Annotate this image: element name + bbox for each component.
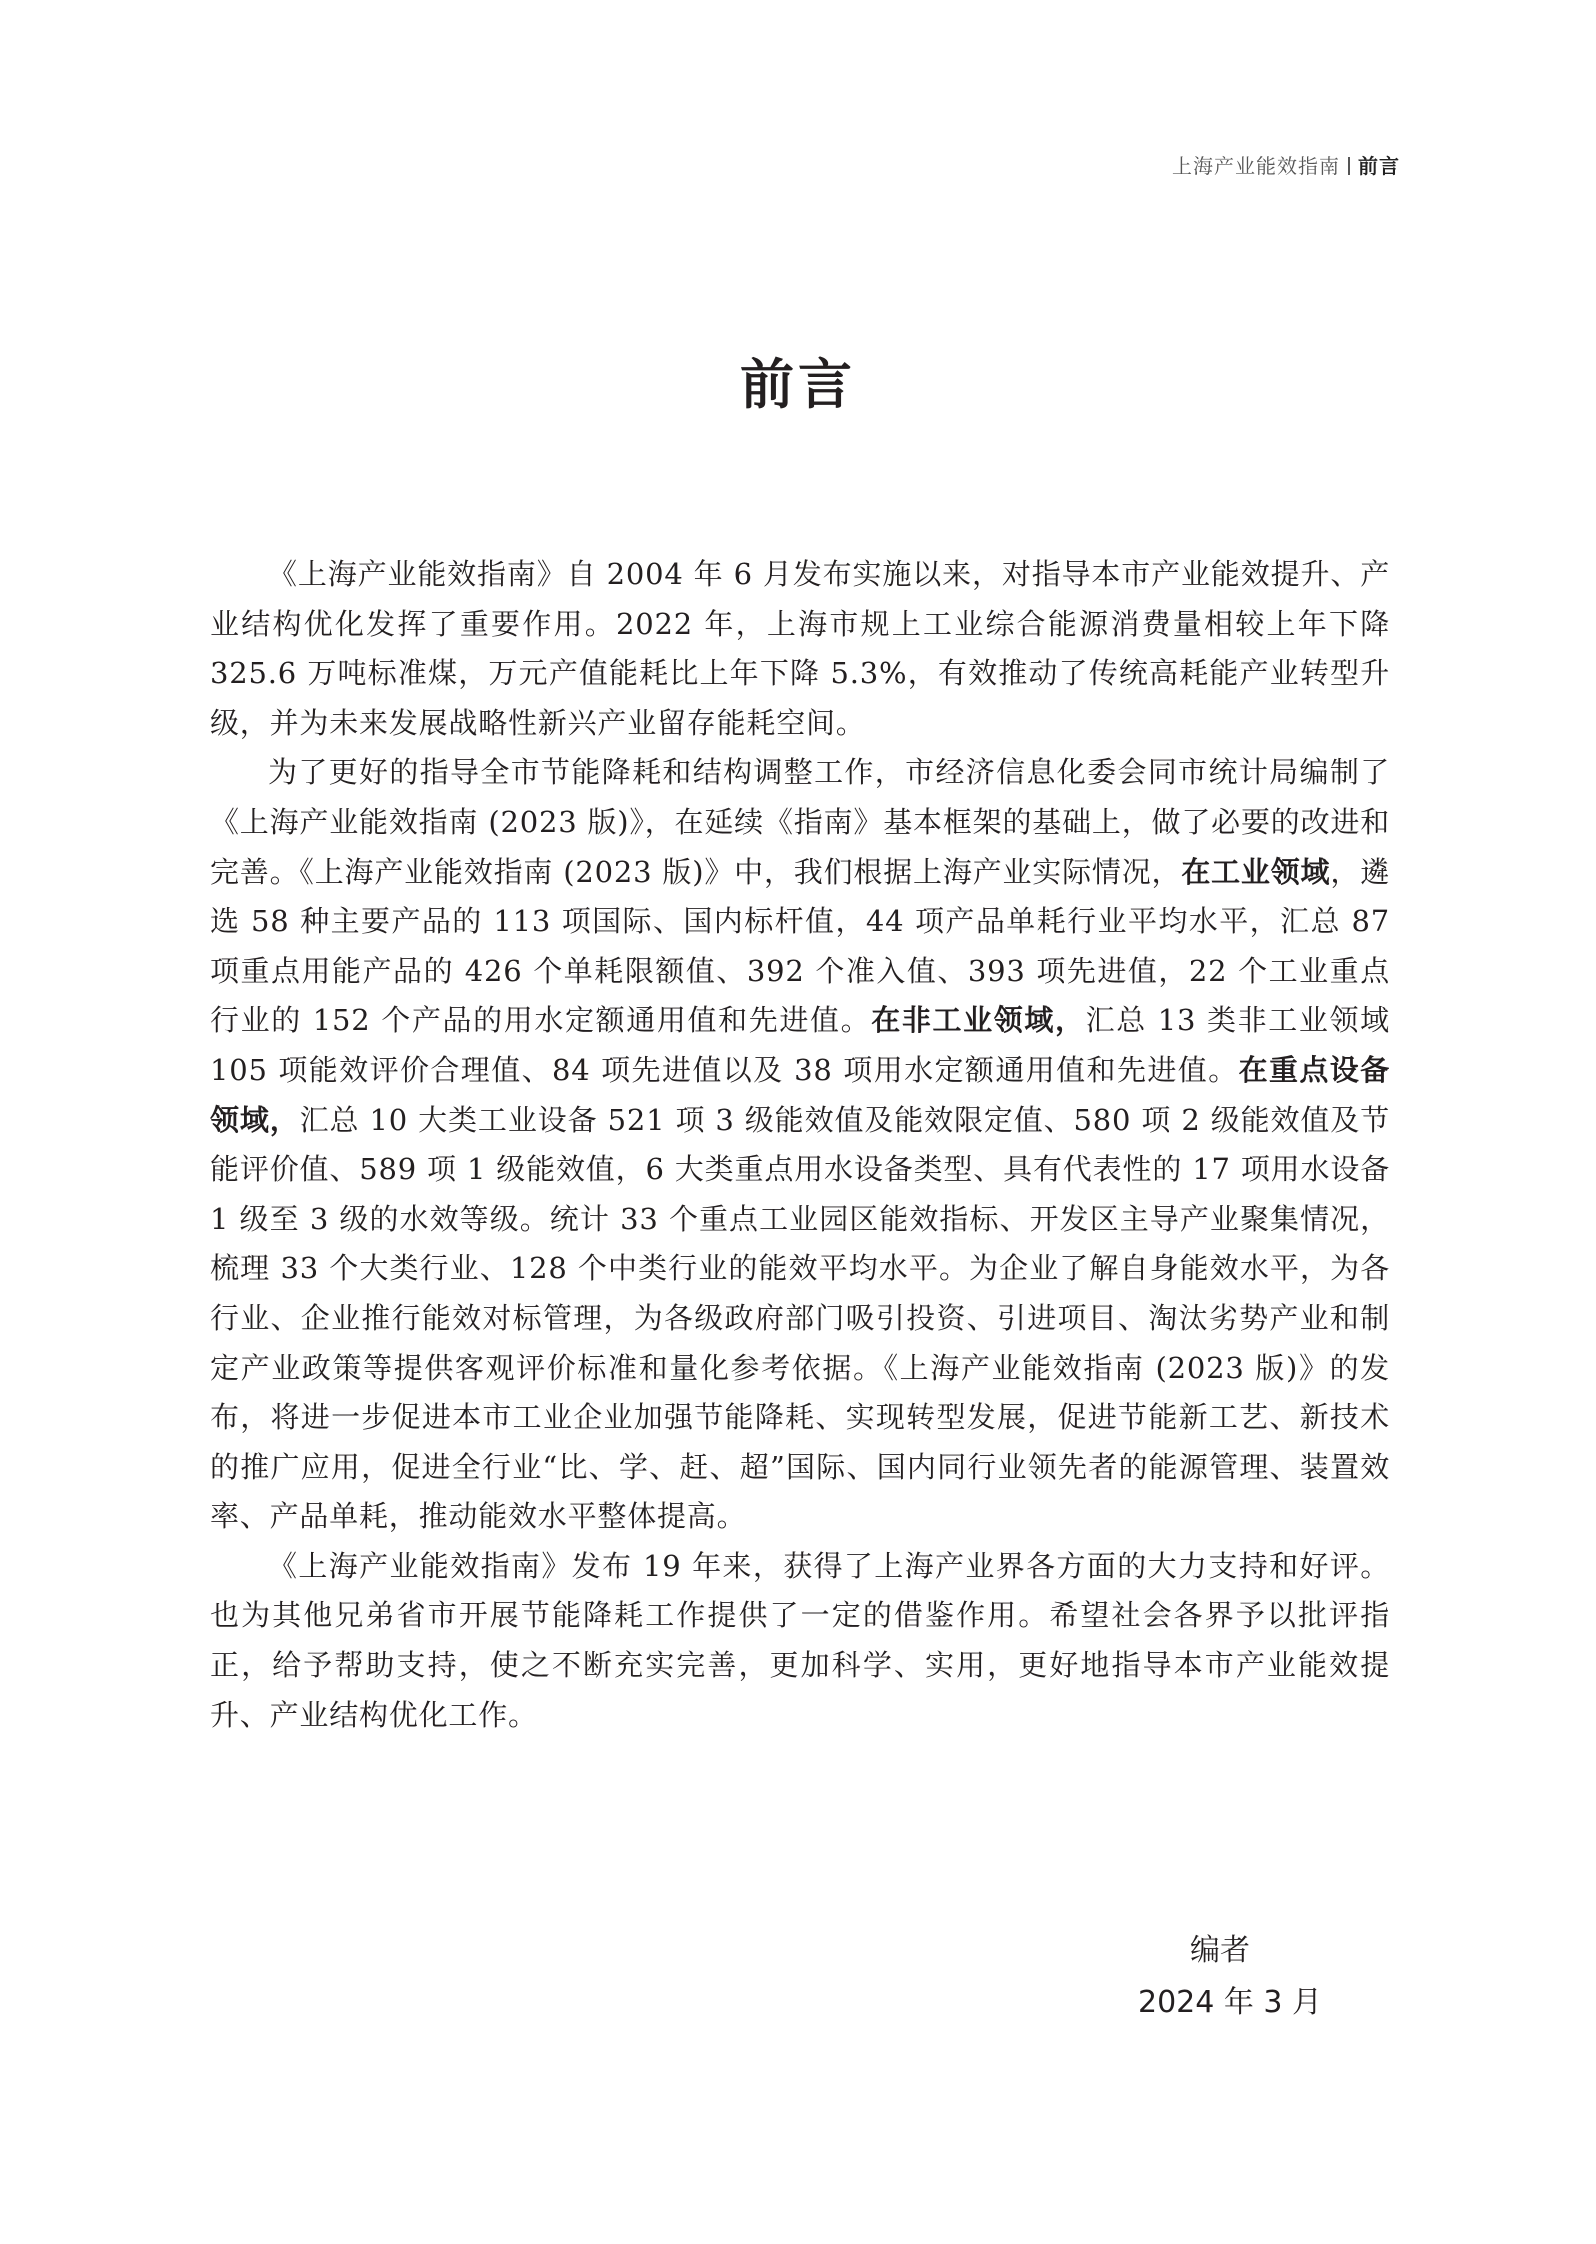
header-book-title: 上海产业能效指南 <box>1172 154 1340 178</box>
header-section-name: 前言 <box>1358 154 1400 178</box>
emphasis-key-equipment-field: 在重点设备领域， <box>210 1052 1390 1137</box>
paragraph-2-industrial-text: ，遴选 58 种主要产品的 113 项国际、国内标杆值，44 项产品单耗行业平均水平，汇总 87 项重点用能产品的 426 个单耗限额值、392 个准入值、393 项先进值，22 个工业重点行业的 152 个产品的用水定额通用值和先进值。 <box>210 854 1390 1038</box>
running-header <box>1172 150 1400 179</box>
paragraph-2-intro: 为了更好的指导全市节能降耗和结构调整工作，市经济信息化委会同市统计局编制了《上海产业能效指南 (2023 版)》，在延续《指南》基本框架的基础上，做了必要的改进和完善。《上海产业能效指南 (2023 版)》中，我们根据上海产业实际情况， <box>210 755 1390 889</box>
paragraph-2-equipment-text: 汇总 10 大类工业设备 521 项 3 级能效值及能效限定值、580 项 2 级能效值及节能评价值、589 项 1 级能效值，6 大类重点用水设备类型、具有代表性的 17 项用水设备 1 级至 3 级的水效等级。统计 33 个重点工业园区能效指标、开发区主导产业聚集情况，梳理 33 个大类行业、128 个中类行业的能效平均水平。为企业了解自身能效水平，为各行业、企业推行能效对标管理，为各级政府部门吸引投资、引进项目、淘汰劣势产业和制定产业政策等提供客观评价标准和量化参考依据。《上海产业能效指南 (2023 版)》的发布，将进一步促进本市工业企业加强节能降耗、实现转型发展，促进节能新工艺、新技术的推广应用，促进全行业“比、学、赶、超”国际、国内同行业领先者的能源管理、装置效率、产品单耗，推动能效水平整体提高。 <box>210 1102 1390 1534</box>
signature-date: 2024 年 3 月 <box>1138 1985 1323 2020</box>
paragraph-1: 《上海产业能效指南》自 2004 年 6 月发布实施以来，对指导本市产业能效提升、产业结构优化发挥了重要作用。2022 年，上海市规上工业综合能源消费量相较上年下降 325.6 万吨标准煤，万元产值能耗比上年下降 5.3%，有效推动了传统高耗能产业转型升级，并为未来发展战略性新兴产业留存能耗空间。 <box>210 557 1390 740</box>
emphasis-industrial-field: 在工业领域 <box>1181 854 1331 889</box>
page-title: 前言 <box>740 352 856 416</box>
preface-body <box>210 550 1390 1740</box>
paragraph-2 <box>210 748 1390 1542</box>
header-separator <box>1348 157 1350 175</box>
signature-block <box>1138 1925 1322 2029</box>
paragraph-3: 《上海产业能效指南》发布 19 年来，获得了上海产业界各方面的大力支持和好评。也为其他兄弟省市开展节能降耗工作提供了一定的借鉴作用。希望社会各界予以批评指正，给予帮助支持，使之不断充实完善，更加科学、实用，更好地指导本市产业能效提升、产业结构优化工作。 <box>210 1548 1390 1732</box>
paragraph-2-non-industrial-text: 汇总 13 类非工业领域 105 项能效评价合理值、84 项先进值以及 38 项用水定额通用值和先进值。 <box>210 1003 1390 1087</box>
signature-author: 编者 <box>1190 1933 1250 1968</box>
emphasis-non-industrial-field: 在非工业领域， <box>871 1003 1086 1038</box>
